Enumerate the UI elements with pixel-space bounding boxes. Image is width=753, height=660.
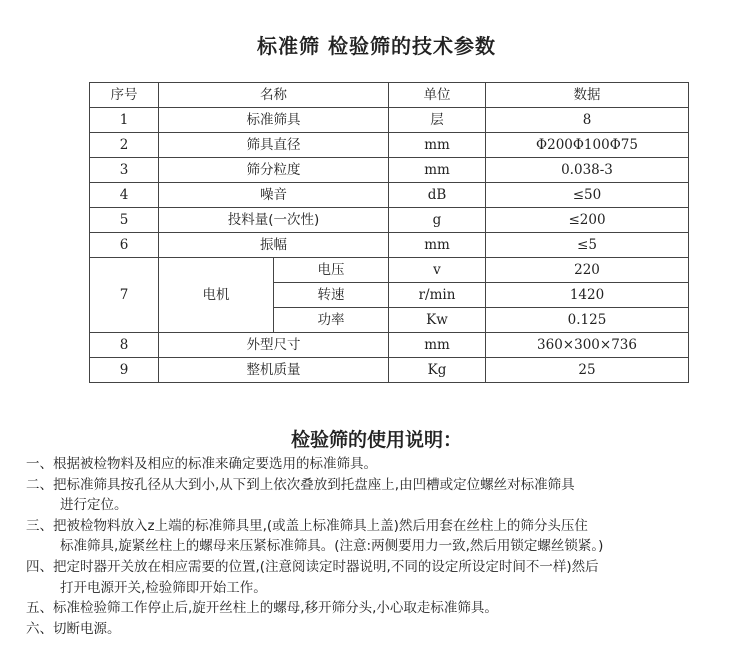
row-unit: mm — [389, 158, 486, 183]
row-value: ≤200 — [486, 208, 689, 233]
row-unit: v — [389, 258, 486, 283]
instruction-line: 一、根据被检物料及相应的标准来确定要选用的标准筛具。 — [26, 456, 377, 472]
row-unit: mm — [389, 133, 486, 158]
table-row — [90, 208, 689, 233]
row-unit: dB — [389, 183, 486, 208]
table-header-row — [90, 83, 689, 108]
row-no: 6 — [90, 233, 159, 258]
instruction-line: 三、把被检物料放入z上端的标准筛具里,(或盖上标准筛具上盖)然后用套在丝柱上的筛分头压住 — [26, 517, 588, 534]
motor-sub-name: 功率 — [274, 308, 389, 333]
row-name: 筛具直径 — [159, 133, 389, 158]
instruction-item — [26, 619, 736, 640]
instruction-line: 六、切断电源。 — [26, 620, 121, 637]
instructions-title: 检验筛的使用说明： — [290, 429, 462, 451]
row-no: 4 — [90, 183, 159, 208]
table-row — [90, 183, 689, 208]
instruction-line: 二、把标准筛具按孔径从大到小,从下到上依次叠放到托盘座上,由凹槽或定位螺丝对标准筛具 — [26, 476, 575, 493]
row-value: 0.038-3 — [486, 158, 689, 183]
table-row-motor — [90, 258, 689, 283]
row-no: 8 — [90, 333, 159, 358]
row-unit: mm — [389, 233, 486, 258]
row-value: 0.125 — [486, 308, 689, 333]
instruction-line-continued: 打开电源开关,检验筛即开始工作。 — [60, 579, 267, 596]
header-unit: 单位 — [389, 83, 486, 108]
row-name: 噪音 — [159, 183, 389, 208]
row-unit: Kg — [389, 358, 486, 383]
table-row — [90, 108, 689, 133]
instruction-line: 五、标准检验筛工作停止后,旋开丝柱上的螺母,移开筛分头,小心取走标准筛具。 — [26, 600, 498, 617]
instruction-line: 四、把定时器开关放在相应需要的位置,(注意阅读定时器说明,不同的设定所设定时间不一样)然后 — [26, 558, 599, 575]
instruction-line-continued: 进行定位。 — [60, 497, 128, 514]
motor-sub-name: 转速 — [274, 283, 389, 308]
row-value: ≤50 — [486, 183, 689, 208]
table-row — [90, 133, 689, 158]
instruction-item — [26, 516, 736, 557]
header-no: 序号 — [90, 83, 159, 108]
instructions-list — [26, 454, 736, 639]
table-row — [90, 333, 689, 358]
spec-table — [89, 82, 689, 383]
instruction-item — [26, 475, 736, 516]
motor-sub-name: 电压 — [274, 258, 389, 283]
header-value: 数据 — [486, 83, 689, 108]
row-value: 1420 — [486, 283, 689, 308]
row-name: 投料量(一次性) — [159, 208, 389, 233]
table-row — [90, 233, 689, 258]
row-unit: mm — [389, 333, 486, 358]
table-row — [90, 158, 689, 183]
row-name: 整机质量 — [159, 358, 389, 383]
row-no: 1 — [90, 108, 159, 133]
row-value: ≤5 — [486, 233, 689, 258]
page-title: 标准筛 检验筛的技术参数 — [257, 34, 496, 58]
row-value: 360×300×736 — [486, 333, 689, 358]
instruction-line-continued: 标准筛具,旋紧丝柱上的螺母来压紧标准筛具。(注意:两侧要用力一致,然后用锁定螺丝锁紧。) — [60, 538, 604, 555]
row-no: 5 — [90, 208, 159, 233]
motor-name: 电机 — [159, 258, 274, 333]
row-name: 振幅 — [159, 233, 389, 258]
table-row — [90, 358, 689, 383]
row-unit: 层 — [389, 108, 486, 133]
row-name: 外型尺寸 — [159, 333, 389, 358]
instruction-item — [26, 454, 736, 475]
instruction-item — [26, 598, 736, 619]
row-value: 8 — [486, 108, 689, 133]
row-value: Φ200Φ100Φ75 — [486, 133, 689, 158]
row-value: 25 — [486, 358, 689, 383]
row-value: 220 — [486, 258, 689, 283]
row-no: 7 — [90, 258, 159, 333]
row-unit: g — [389, 208, 486, 233]
row-no: 2 — [90, 133, 159, 158]
header-name: 名称 — [159, 83, 389, 108]
row-no: 9 — [90, 358, 159, 383]
row-unit: r/min — [389, 283, 486, 308]
row-name: 筛分粒度 — [159, 158, 389, 183]
row-no: 3 — [90, 158, 159, 183]
row-name: 标准筛具 — [159, 108, 389, 133]
row-unit: Kw — [389, 308, 486, 333]
instruction-item — [26, 557, 736, 598]
